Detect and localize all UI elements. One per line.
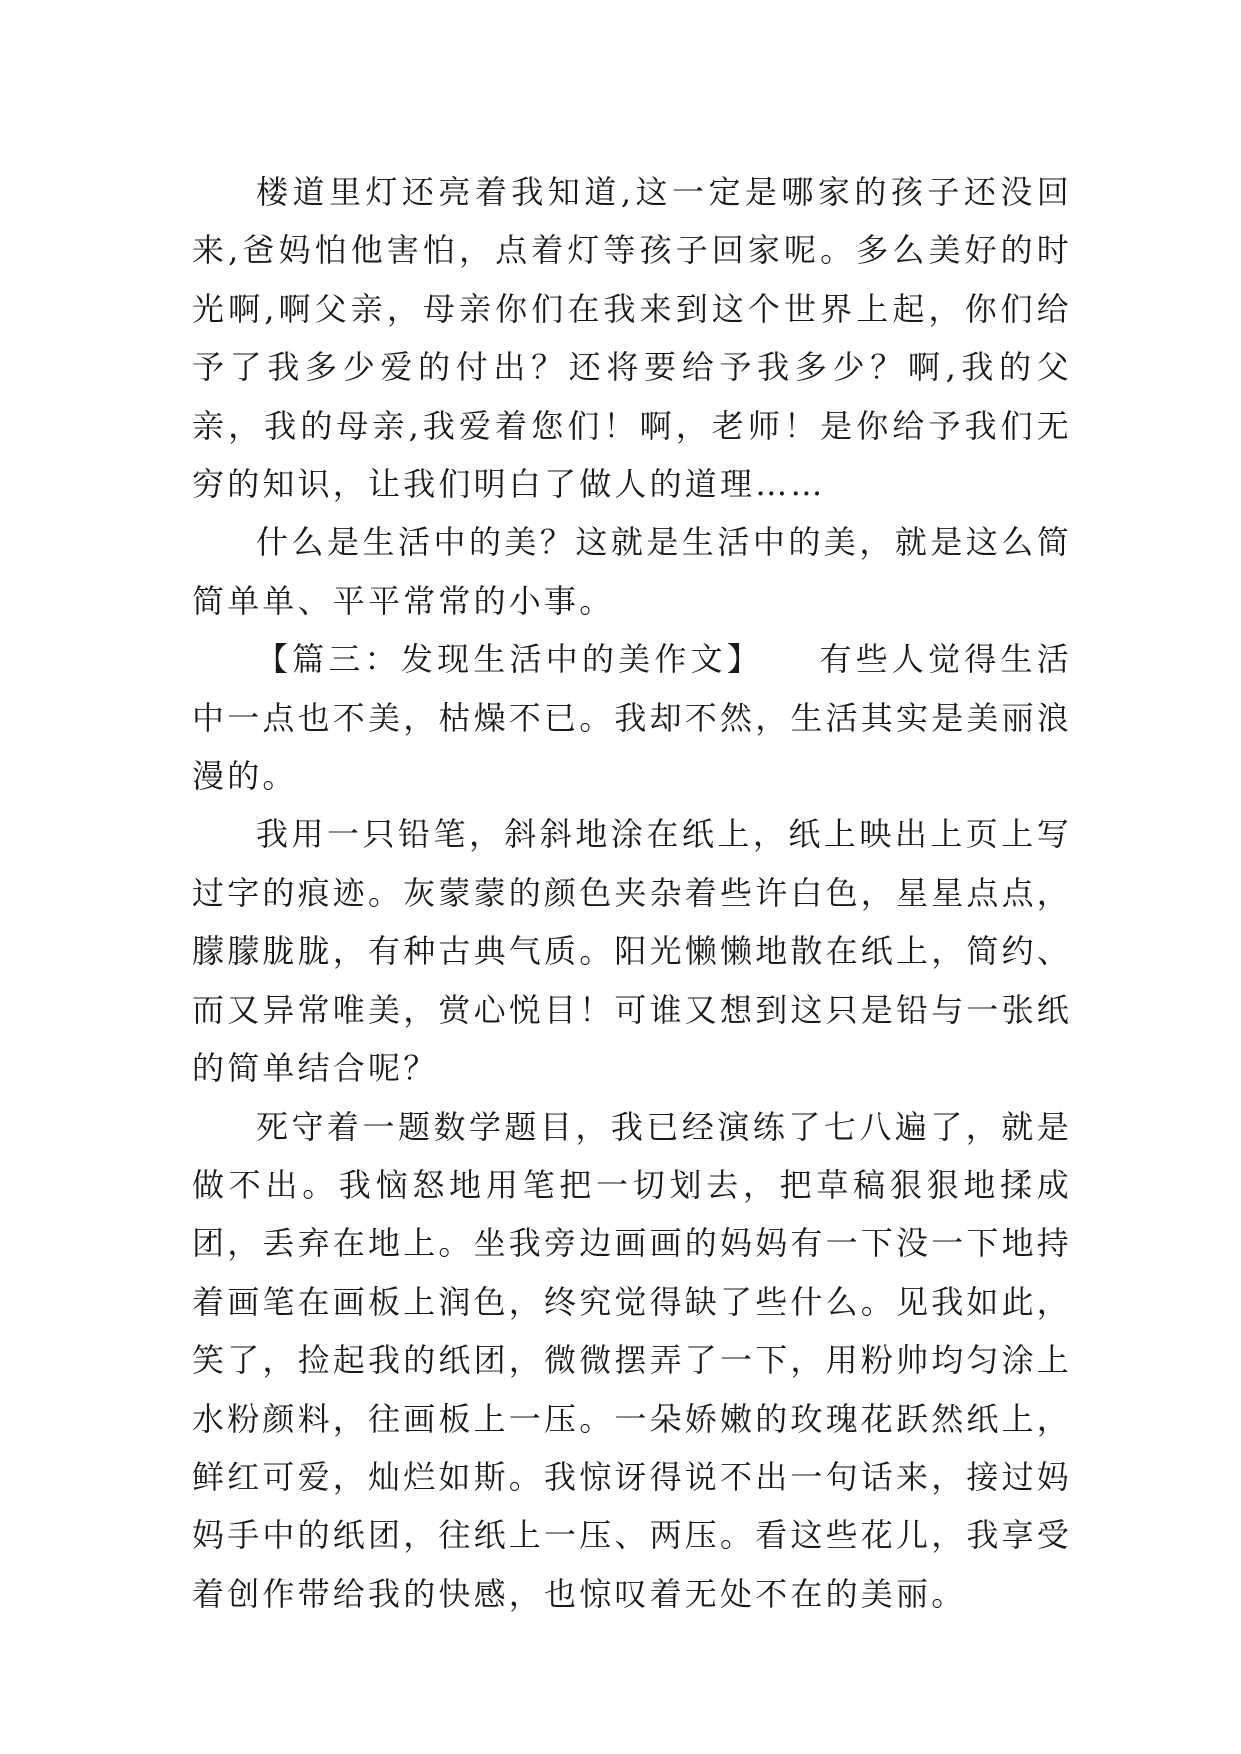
document-body bbox=[192, 163, 1072, 1623]
paragraph-beauty-in-life: 什么是生活中的美？这就是生活中的美，就是这么简简单单、平平常常的小事。 bbox=[192, 523, 1072, 620]
paragraph-pencil: 我用一只铅笔，斜斜地涂在纸上，纸上映出上页上写过字的痕迹。灰蒙蒙的颜色夹杂着些许白色，星星点点，朦朦胧胧，有种古典气质。阳光懒懒地散在纸上，简约、而又异常唯美，赏心悦目！可谁又想到这只是铅与一张纸的简单结合呢？ bbox=[192, 815, 1073, 1088]
paragraph-chapter-three: 【篇三：发现生活中的美作文】 有些人觉得生活中一点也不美，枯燥不已。我却不然，生活其实是美丽浪漫的。 bbox=[192, 640, 1073, 796]
paragraph-math-problem: 死守着一题数学题目，我已经演练了七八遍了，就是做不出。我恼怒地用笔把一切划去，把草稿狠狠地揉成团，丢弃在地上。坐我旁边画画的妈妈有一下没一下地持着画笔在画板上润色，终究觉得缺了些什么。见我如此，笑了，捡起我的纸团，微微摆弄了一下，用粉帅均匀涂上水粉颜料，往画板上一压。一朵娇嫩的玫瑰花跃然纸上，鲜红可爱，灿烂如斯。我惊讶得说不出一句话来，接过妈妈手中的纸团，往纸上一压、两压。看这些花儿，我享受着创作带给我的快感，也惊叹着无处不在的美丽。 bbox=[192, 1107, 1073, 1613]
paragraph-stairwell: 楼道里灯还亮着我知道,这一定是哪家的孩子还没回来,爸妈怕他害怕，点着灯等孩子回家呢。多么美好的时光啊,啊父亲，母亲你们在我来到这个世界上起，你们给予了我多少爱的付出？还将要给予我多少？啊,我的父亲，我的母亲,我爱着您们！啊，老师！是你给予我们无穷的知识，让我们明白了做人的道理…… bbox=[192, 173, 1072, 504]
